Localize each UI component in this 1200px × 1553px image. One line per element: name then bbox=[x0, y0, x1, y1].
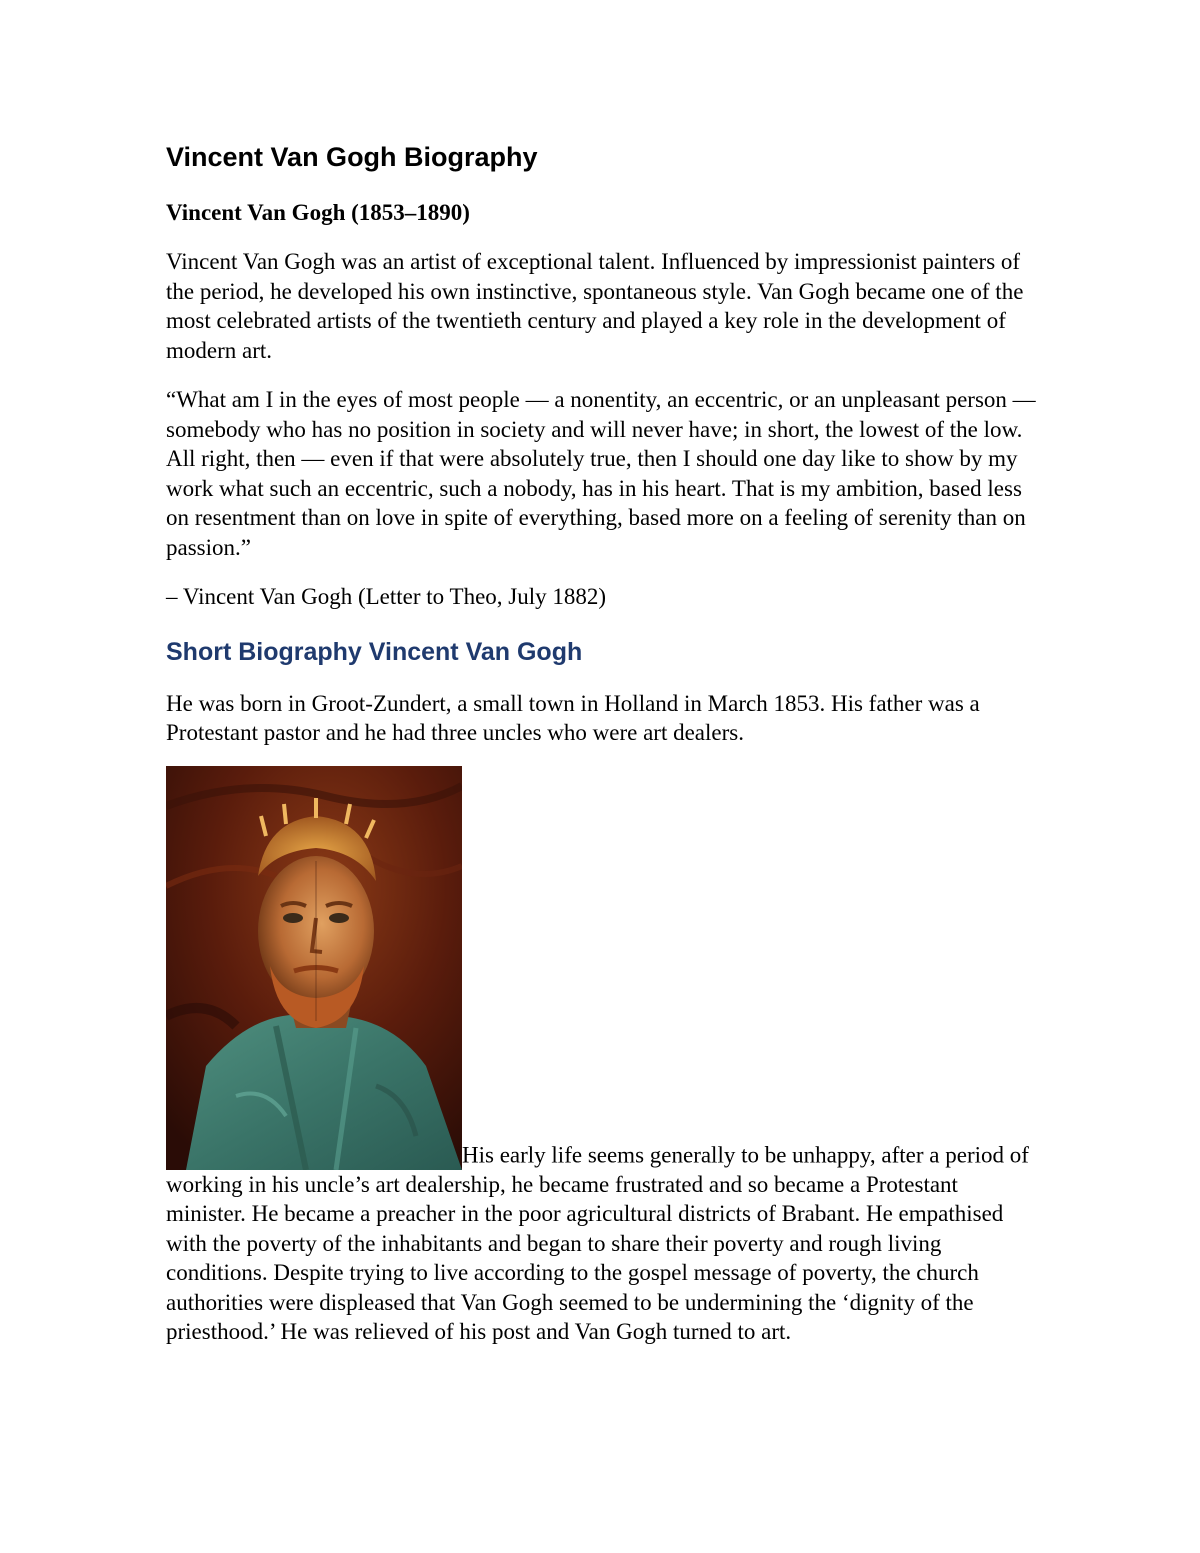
quote-paragraph: “What am I in the eyes of most people — a nonentity, an eccentric, or an unpleasant person — somebody who has no position in society and will never have; in short, the lowest of the low. All right, then — even if that were absolutely true, then I should one day like to show by my work what such an eccentric, such a nobody, has in his heart. That is my ambition, based less on resentment than on love in spite of everything, based more on a feeling of serenity than on passion.” bbox=[166, 387, 1036, 560]
subtitle: Vincent Van Gogh (1853–1890) bbox=[166, 200, 470, 225]
self-portrait-image bbox=[166, 766, 462, 1170]
early-life-paragraph: His early life seems generally to be unhappy, after a period of working in his uncle’s art dealership, he became frustrated and so became a Protestant minister. He became a preacher in the poor agricultural districts of Brabant. He empathised with the poverty of the inhabitants and began to share their poverty and rough living conditions. Despite trying to live according to the gospel message of poverty, the church authorities were displeased that Van Gogh seemed to be undermining the ‘dignity of the priesthood.’ He was relieved of his post and Van Gogh turned to art. bbox=[166, 1142, 1029, 1344]
document-title: Vincent Van Gogh Biography bbox=[166, 142, 538, 172]
intro-paragraph: Vincent Van Gogh was an artist of exceptional talent. Influenced by impressionist painters of the period, he developed his own instinctive, spontaneous style. Van Gogh became one of the most celebrated artists of the twentieth century and played a key role in the development of modern art. bbox=[166, 249, 1024, 363]
document-page bbox=[166, 140, 1036, 1347]
quote-attribution: – Vincent Van Gogh (Letter to Theo, July 1882) bbox=[166, 584, 607, 609]
portrait-paragraph bbox=[166, 766, 1036, 1347]
born-paragraph: He was born in Groot-Zundert, a small town in Holland in March 1853. His father was a Protestant pastor and he had three uncles who were art dealers. bbox=[166, 690, 980, 745]
section-heading: Short Biography Vincent Van Gogh bbox=[166, 637, 583, 666]
